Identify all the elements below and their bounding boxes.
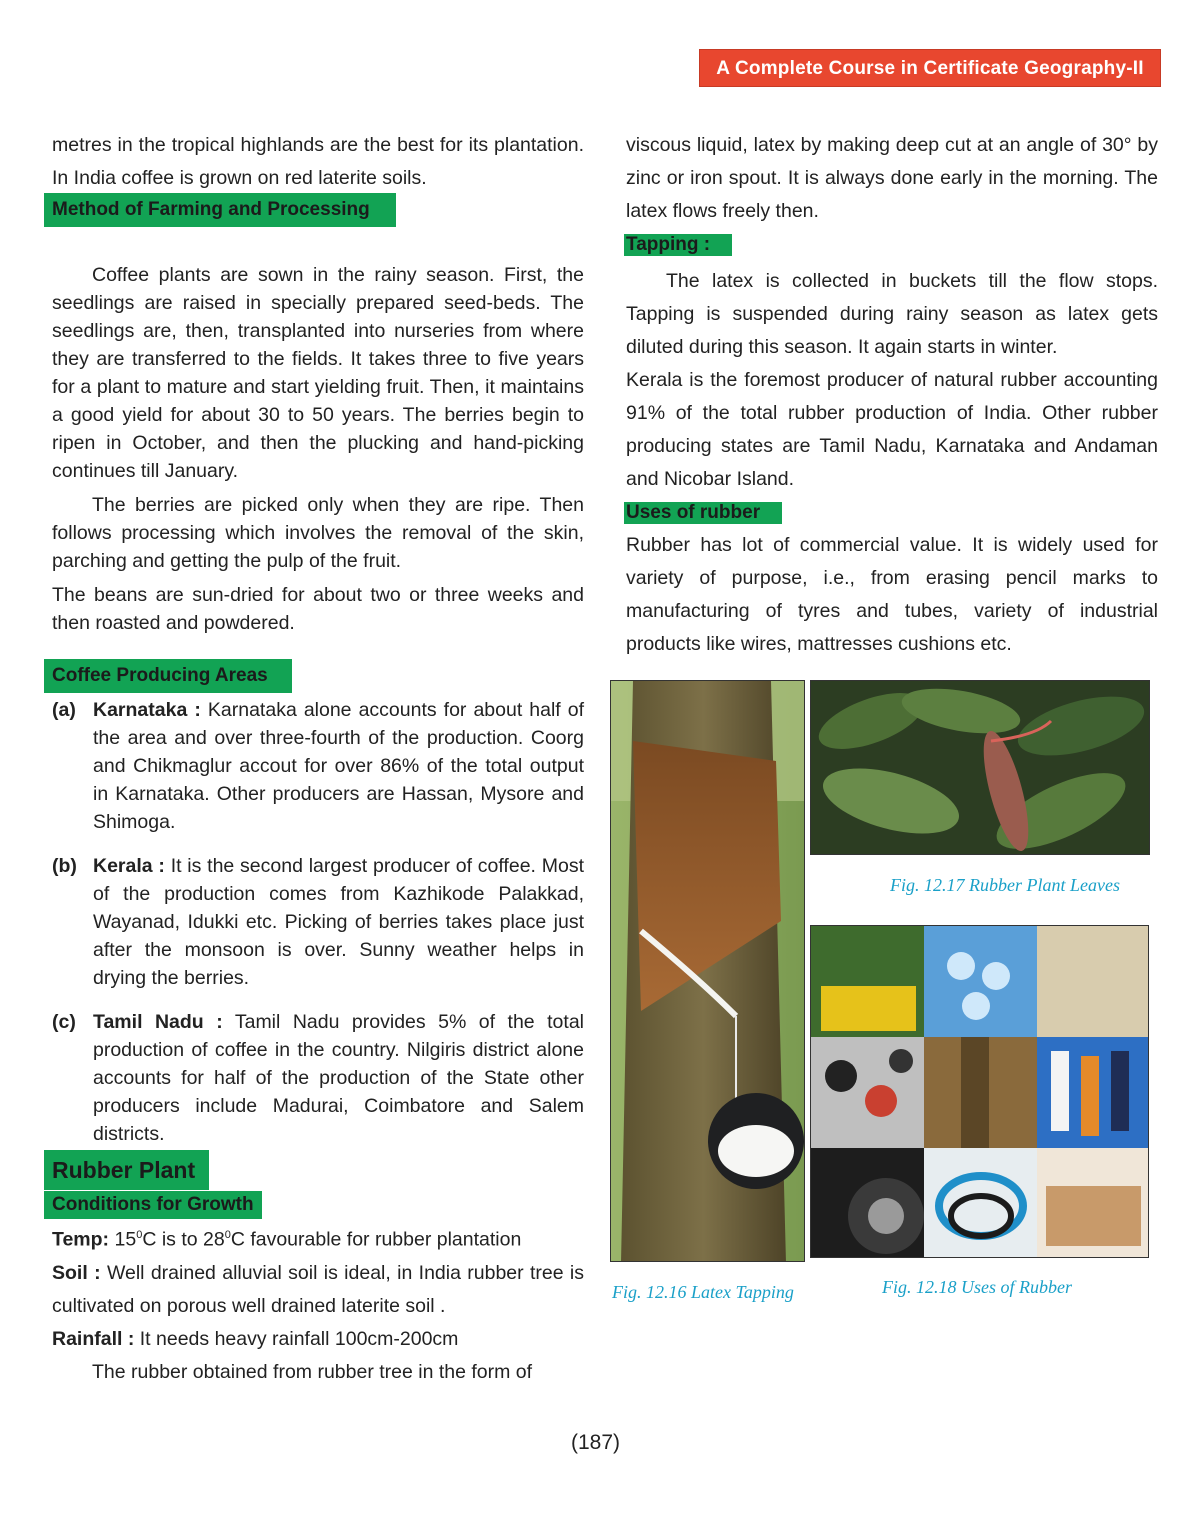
coffee-areas-heading: Coffee Producing Areas [44,659,292,693]
soil-label: Soil : [52,1261,101,1284]
fig-12-18-caption: Fig. 12.18 Uses of Rubber [882,1277,1072,1297]
header-banner: A Complete Course in Certificate Geography-II [699,49,1161,87]
latex-tapping-image [610,680,805,1262]
area-text: Karnataka alone accounts for about half of the area and over three-fourth of the production. Coorg and Chikmaglur accout for over 86% of the total output in Karnataka. Other producers are Hassan, Mysore and Shimoga. [93,699,585,833]
area-name: Karnataka : [93,699,201,721]
right-column [626,129,1158,661]
intro-text: metres in the tropical highlands are the best for its plantation. In India coffee is grown on red laterite soils. [52,134,584,189]
rainfall-text: It needs heavy rainfall 100cm-200cm [139,1327,459,1350]
soil-text: Well drained alluvial soil is ideal, in India rubber tree is cultivated on porous well drained laterite soil . [52,1261,584,1317]
method-heading: Method of Farming and Processing [44,193,396,227]
latex-continuation: viscous liquid, latex by making deep cut at an angle of 30° by zinc or iron spout. It is always done early in the morning. The latex flows freely then. [626,134,1158,222]
temp-label: Temp: [52,1228,110,1251]
kerala-text: Kerala is the foremost producer of natural rubber accounting 91% of the total rubber production of India. Other rubber producing states are Tamil Nadu, Karnataka and Andaman and Nicobar Island. [626,369,1158,490]
fig-12-17-caption: Fig. 12.17 Rubber Plant Leaves [890,875,1120,895]
area-name: Kerala : [93,855,165,877]
tapping-text: The latex is collected in buckets till the flow stops. Tapping is suspended during rainy season as latex gets diluted during this season. It again starts in winter. [626,270,1158,358]
fig-12-16-caption: Fig. 12.16 Latex Tapping [612,1282,794,1302]
soil-line [52,1257,584,1323]
area-text: It is the second largest producer of coffee. Most of the production comes from Kazhikode Palakkad, Wayanad, Idukki etc. Picking of berries takes place just after the monsoon is over. Sunny weather helps in drying the berries. [93,855,584,989]
rainfall-label: Rainfall : [52,1327,135,1350]
degree-sign: 0 [224,1229,231,1241]
area-kerala [52,852,584,992]
temp-line [52,1219,584,1257]
method-paragraph-1: Coffee plants are sown in the rainy season. First, the seedlings are raised in specially prepared seed-beds. The seedlings are, then, transplanted into nurseries from where they are transferred to the fields. It takes three to five years for a plant to mature and start yielding fruit. Then, it maintains a good yield for about 30 to 50 years. The berries begin to ripen in October, and then the plucking and hand-picking continues till January. [52,264,584,482]
area-karnataka [52,696,584,836]
rainfall-line [52,1323,584,1356]
degree-sign: 0 [136,1229,143,1241]
page-number: (187) [570,1431,621,1454]
area-text: Tamil Nadu provides 5% of the total production of coffee in the country. Nilgiris district alone accounts for half of the production of the State other producers include Madurai, Coimbatore and Salem districts. [93,1011,584,1145]
area-name: Tamil Nadu : [93,1011,223,1033]
method-paragraph-2: The berries are picked only when they are ripe. Then follows processing which involves the removal of the skin, parching and getting the pulp of the fruit. [52,494,584,572]
list-marker: (b) [52,855,77,877]
area-tamil-nadu [52,1008,584,1148]
rubber-uses-collage [810,925,1149,1258]
uses-text: Rubber has lot of commercial value. It is widely used for variety of purpose, i.e., from erasing pencil marks to manufacturing of tyres and tubes, variety of industrial products like wires, mattresses cushions etc. [626,534,1158,655]
temp-rest: C favourable for rubber plantation [230,1228,522,1251]
uses-heading: Uses of rubber [624,502,782,524]
list-marker: (a) [52,699,76,721]
rubber-last-line: The rubber obtained from rubber tree in the form of [92,1360,533,1383]
conditions-heading: Conditions for Growth [44,1191,262,1219]
temp-mid: C is to 28 [142,1228,225,1251]
method-paragraph-3: The beans are sun-dried for about two or three weeks and then roasted and powdered. [52,584,584,634]
left-column [52,129,584,1389]
temp-min: 15 [114,1228,137,1251]
rubber-leaves-image [810,680,1150,855]
list-marker: (c) [52,1011,76,1033]
rubber-plant-heading: Rubber Plant [44,1150,209,1190]
tapping-heading: Tapping : [624,234,732,256]
